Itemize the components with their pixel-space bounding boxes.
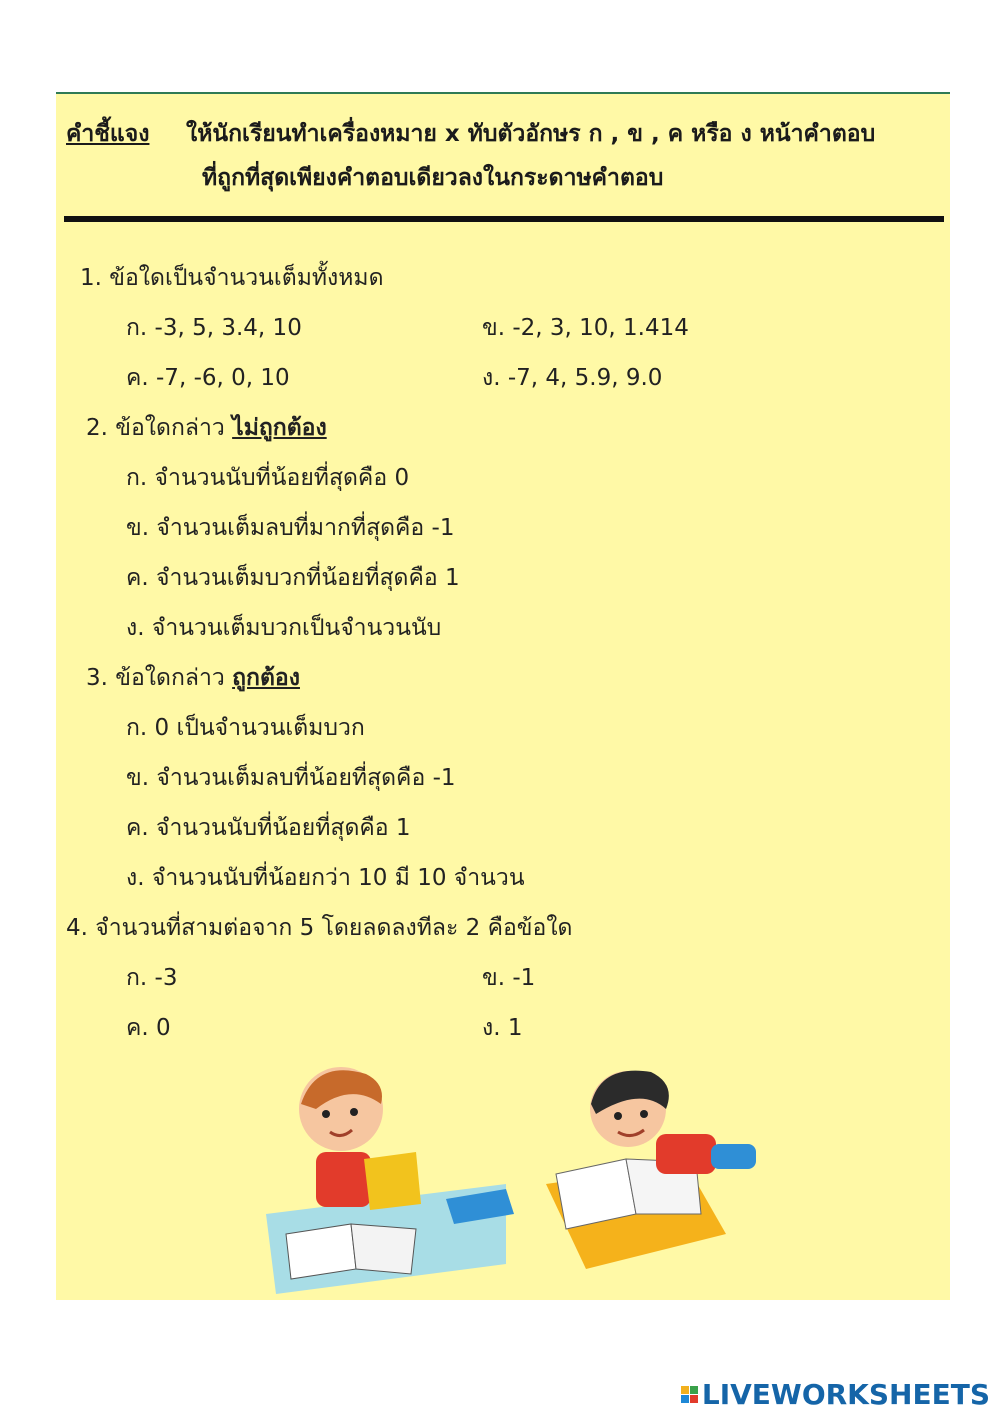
question-2 [86,410,327,446]
q2-option-a[interactable]: ก. จำนวนนับที่น้อยที่สุดคือ 0 [126,465,410,491]
q4-option-d[interactable]: ง. 1 [482,1015,523,1041]
q3-option-d[interactable]: ง. จำนวนนับที่น้อยกว่า 10 มี 10 จำนวน [126,865,525,891]
divider [64,216,944,222]
question-2-text: 2. ข้อใดกล่าว [86,415,225,441]
logo-text: LIVEWORKSHEETS [701,1378,990,1411]
q1-option-d[interactable]: ง. -7, 4, 5.9, 9.0 [482,365,663,391]
worksheet [56,94,950,1300]
q4-option-c[interactable]: ค. 0 [126,1015,171,1041]
q1-option-a[interactable]: ก. -3, 5, 3.4, 10 [126,315,302,341]
question-4: 4. จำนวนที่สามต่อจาก 5 โดยลดลงทีละ 2 คือข้อใด [66,915,573,941]
logo-mark-icon [681,1386,698,1403]
q2-option-b[interactable]: ข. จำนวนเต็มลบที่มากที่สุดคือ -1 [126,515,455,541]
question-1: 1. ข้อใดเป็นจำนวนเต็มทั้งหมด [80,265,384,291]
q1-option-c[interactable]: ค. -7, -6, 0, 10 [126,365,290,391]
instructions-label: คำชี้แจง [66,121,150,147]
q1-option-b[interactable]: ข. -2, 3, 10, 1.414 [482,315,689,341]
question-3-emphasis: ถูกต้อง [232,665,300,691]
q3-option-a[interactable]: ก. 0 เป็นจำนวนเต็มบวก [126,715,365,741]
q4-option-b[interactable]: ข. -1 [482,965,536,991]
instructions-line-1: ให้นักเรียนทำเครื่องหมาย x ทับตัวอักษร ก , ข , ค หรือ ง หน้าคำตอบ [186,121,876,147]
children-reading-illustration [256,1064,816,1294]
instructions-line-2: ที่ถูกที่สุดเพียงคำตอบเดียวลงในกระดาษคำตอบ [202,165,664,191]
q2-option-c[interactable]: ค. จำนวนเต็มบวกที่น้อยที่สุดคือ 1 [126,565,460,591]
question-3-text: 3. ข้อใดกล่าว [86,665,225,691]
q3-option-c[interactable]: ค. จำนวนนับที่น้อยที่สุดคือ 1 [126,815,411,841]
question-3 [86,660,300,696]
q3-option-b[interactable]: ข. จำนวนเต็มลบที่น้อยที่สุดคือ -1 [126,765,456,791]
instructions [66,112,936,200]
question-2-emphasis: ไม่ถูกต้อง [232,415,327,441]
yellow-book [364,1152,421,1210]
q4-option-a[interactable]: ก. -3 [126,965,178,991]
liveworksheets-logo [681,1378,990,1411]
q2-option-d[interactable]: ง. จำนวนเต็มบวกเป็นจำนวนนับ [126,615,442,641]
